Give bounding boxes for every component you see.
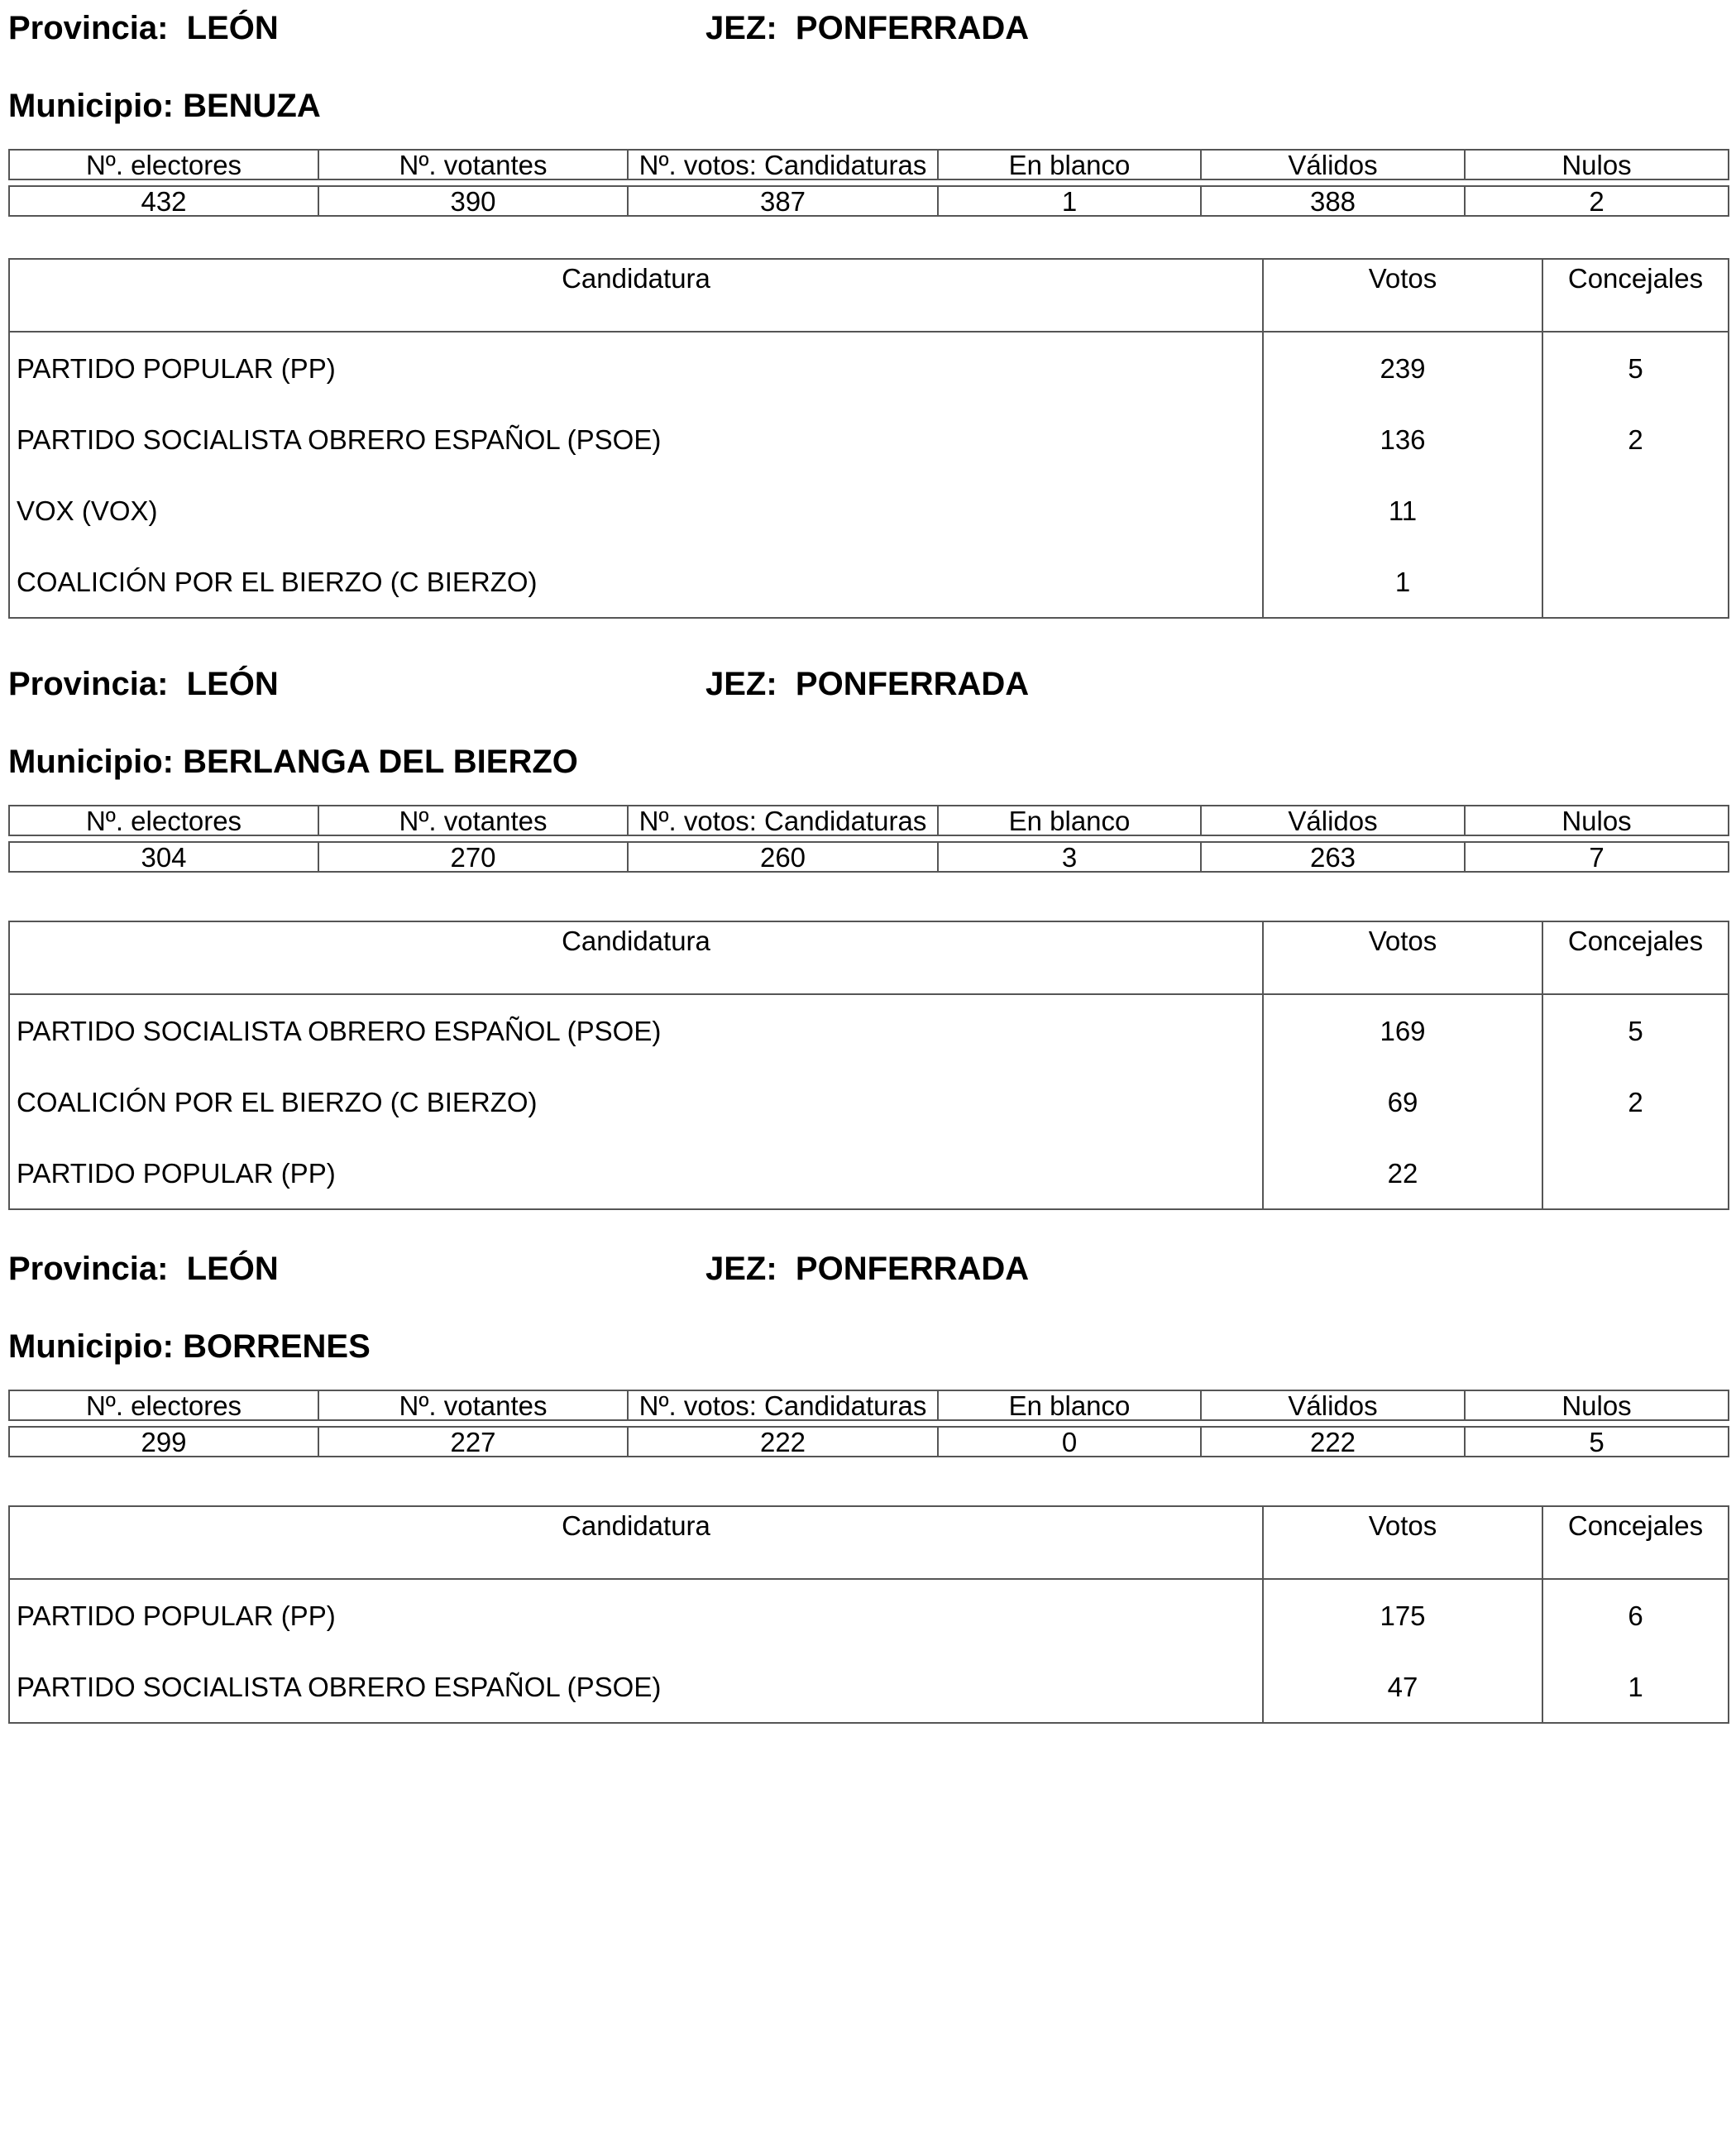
votos-header: Votos bbox=[1263, 1506, 1542, 1579]
electores-header: Nº. electores bbox=[9, 806, 318, 835]
votos-candidaturas-header: Nº. votos: Candidaturas bbox=[628, 1390, 938, 1420]
votos-header: Votos bbox=[1263, 259, 1542, 332]
validos-header: Válidos bbox=[1201, 150, 1465, 179]
provincia-heading: Provincia: LEÓN bbox=[8, 10, 279, 46]
candidatura-votos: 175 bbox=[1263, 1579, 1542, 1651]
candidatura-votos: 169 bbox=[1263, 994, 1542, 1066]
en-blanco-value: 1 bbox=[938, 186, 1201, 216]
municipio-heading: Municipio: BENUZA bbox=[8, 88, 321, 124]
candidatura-concejales: 1 bbox=[1542, 1651, 1729, 1723]
provincia-value: LEÓN bbox=[186, 666, 279, 702]
nulos-header: Nulos bbox=[1465, 150, 1729, 179]
candidatura-name: PARTIDO POPULAR (PP) bbox=[17, 1157, 336, 1189]
summary-table bbox=[8, 1390, 1729, 1457]
candidatura-concejales: 2 bbox=[1542, 404, 1729, 475]
votantes-header: Nº. votantes bbox=[318, 150, 628, 179]
jez-heading: JEZ: PONFERRADA bbox=[705, 666, 1030, 702]
table-row bbox=[9, 404, 1729, 475]
nulos-value: 5 bbox=[1465, 1427, 1729, 1457]
candidatura-concejales bbox=[1542, 546, 1729, 618]
table-row bbox=[9, 475, 1729, 546]
nulos-header: Nulos bbox=[1465, 806, 1729, 835]
municipio-heading: Municipio: BORRENES bbox=[8, 1328, 371, 1365]
candidatura-name: COALICIÓN POR EL BIERZO (C BIERZO) bbox=[17, 566, 538, 597]
candidatura-header: Candidatura bbox=[9, 921, 1263, 994]
provincia-value: LEÓN bbox=[186, 1251, 279, 1287]
electores-value: 432 bbox=[9, 186, 318, 216]
candidatura-name: PARTIDO SOCIALISTA OBRERO ESPAÑOL (PSOE) bbox=[17, 423, 662, 455]
validos-header: Válidos bbox=[1201, 806, 1465, 835]
validos-value: 263 bbox=[1201, 842, 1465, 872]
electores-value: 304 bbox=[9, 842, 318, 872]
candidatura-votos: 11 bbox=[1263, 475, 1542, 546]
municipio-value: BENUZA bbox=[183, 88, 321, 124]
votantes-value: 227 bbox=[318, 1427, 628, 1457]
candidatura-votos: 239 bbox=[1263, 332, 1542, 404]
jez-value: PONFERRADA bbox=[795, 1251, 1030, 1287]
electores-value: 299 bbox=[9, 1427, 318, 1457]
concejales-header: Concejales bbox=[1542, 1506, 1729, 1579]
municipio-heading: Municipio: BERLANGA DEL BIERZO bbox=[8, 744, 578, 780]
table-row bbox=[9, 332, 1729, 404]
results-table bbox=[8, 921, 1729, 1210]
jez-value: PONFERRADA bbox=[795, 666, 1030, 702]
nulos-header: Nulos bbox=[1465, 1390, 1729, 1420]
en-blanco-header: En blanco bbox=[938, 806, 1201, 835]
table-row bbox=[9, 546, 1729, 618]
candidatura-votos: 136 bbox=[1263, 404, 1542, 475]
electores-header: Nº. electores bbox=[9, 150, 318, 179]
votos-candidaturas-header: Nº. votos: Candidaturas bbox=[628, 150, 938, 179]
table-row bbox=[9, 1651, 1729, 1723]
en-blanco-value: 3 bbox=[938, 842, 1201, 872]
provincia-value: LEÓN bbox=[186, 10, 279, 46]
concejales-header: Concejales bbox=[1542, 921, 1729, 994]
votos-candidaturas-value: 387 bbox=[628, 186, 938, 216]
candidatura-name: COALICIÓN POR EL BIERZO (C BIERZO) bbox=[17, 1086, 538, 1117]
results-table bbox=[8, 1505, 1729, 1724]
votos-candidaturas-value: 222 bbox=[628, 1427, 938, 1457]
en-blanco-header: En blanco bbox=[938, 1390, 1201, 1420]
candidatura-header: Candidatura bbox=[9, 1506, 1263, 1579]
en-blanco-header: En blanco bbox=[938, 150, 1201, 179]
candidatura-name: PARTIDO SOCIALISTA OBRERO ESPAÑOL (PSOE) bbox=[17, 1671, 662, 1702]
candidatura-name: PARTIDO POPULAR (PP) bbox=[17, 1600, 336, 1631]
candidatura-concejales: 2 bbox=[1542, 1066, 1729, 1137]
candidatura-name: VOX (VOX) bbox=[17, 495, 158, 526]
provincia-heading: Provincia: LEÓN bbox=[8, 666, 279, 702]
candidatura-header: Candidatura bbox=[9, 259, 1263, 332]
votos-candidaturas-value: 260 bbox=[628, 842, 938, 872]
provincia-heading: Provincia: LEÓN bbox=[8, 1251, 279, 1287]
concejales-header: Concejales bbox=[1542, 259, 1729, 332]
table-row bbox=[9, 1066, 1729, 1137]
candidatura-votos: 1 bbox=[1263, 546, 1542, 618]
candidatura-concejales bbox=[1542, 475, 1729, 546]
candidatura-votos: 22 bbox=[1263, 1137, 1542, 1209]
candidatura-concejales bbox=[1542, 1137, 1729, 1209]
validos-value: 388 bbox=[1201, 186, 1465, 216]
votos-header: Votos bbox=[1263, 921, 1542, 994]
summary-table bbox=[8, 149, 1729, 217]
jez-heading: JEZ: PONFERRADA bbox=[705, 10, 1030, 46]
candidatura-votos: 69 bbox=[1263, 1066, 1542, 1137]
table-row bbox=[9, 1579, 1729, 1651]
candidatura-concejales: 6 bbox=[1542, 1579, 1729, 1651]
validos-header: Válidos bbox=[1201, 1390, 1465, 1420]
votantes-value: 390 bbox=[318, 186, 628, 216]
jez-value: PONFERRADA bbox=[795, 10, 1030, 46]
candidatura-concejales: 5 bbox=[1542, 994, 1729, 1066]
candidatura-votos: 47 bbox=[1263, 1651, 1542, 1723]
votos-candidaturas-header: Nº. votos: Candidaturas bbox=[628, 806, 938, 835]
table-row bbox=[9, 1137, 1729, 1209]
en-blanco-value: 0 bbox=[938, 1427, 1201, 1457]
candidatura-name: PARTIDO SOCIALISTA OBRERO ESPAÑOL (PSOE) bbox=[17, 1015, 662, 1046]
nulos-value: 2 bbox=[1465, 186, 1729, 216]
votantes-header: Nº. votantes bbox=[318, 806, 628, 835]
votantes-value: 270 bbox=[318, 842, 628, 872]
electores-header: Nº. electores bbox=[9, 1390, 318, 1420]
validos-value: 222 bbox=[1201, 1427, 1465, 1457]
municipio-value: BERLANGA DEL BIERZO bbox=[183, 744, 578, 780]
candidatura-concejales: 5 bbox=[1542, 332, 1729, 404]
municipio-value: BORRENES bbox=[183, 1328, 371, 1365]
nulos-value: 7 bbox=[1465, 842, 1729, 872]
votantes-header: Nº. votantes bbox=[318, 1390, 628, 1420]
summary-table bbox=[8, 805, 1729, 873]
table-row bbox=[9, 994, 1729, 1066]
jez-heading: JEZ: PONFERRADA bbox=[705, 1251, 1030, 1287]
results-table bbox=[8, 258, 1729, 619]
candidatura-name: PARTIDO POPULAR (PP) bbox=[17, 352, 336, 384]
